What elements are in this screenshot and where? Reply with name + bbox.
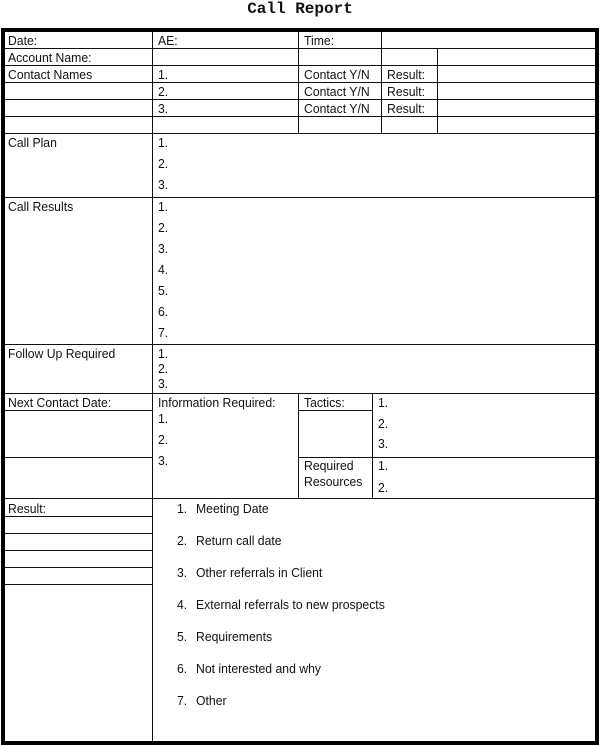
required-resources-label: Required [304,458,354,473]
result-option-number: 4. [177,597,188,612]
call-results-label: Call Results [8,199,74,214]
contact-yn-label: Contact Y/N [304,67,370,82]
required-resources-label: Resources [304,474,363,489]
follow-up-item: 2. [158,361,169,376]
contact-result-label: Result: [387,84,426,99]
required-resources-item: 2. [378,480,389,495]
information-required-item: 2. [158,432,169,447]
contact-result-label: Result: [387,67,426,82]
tactics-label: Tactics: [304,395,345,410]
account-name-label: Account Name: [8,50,92,65]
information-required-label: Information Required: [158,395,276,410]
result-option-number: 7. [177,693,188,708]
result-label: Result: [8,501,47,516]
result-option-text: External referrals to new prospects [196,597,385,612]
contact-yn-label: Contact Y/N [304,84,370,99]
call-plan-item: 3. [158,177,169,192]
ae-label: AE: [158,33,178,48]
result-option-number: 5. [177,629,188,644]
tactics-item: 2. [378,416,389,431]
form-border [3,30,597,743]
result-option-text: Return call date [196,533,282,548]
follow-up-item: 3. [158,376,169,391]
result-option-number: 1. [177,501,188,516]
result-option-text: Requirements [196,629,273,644]
result-option-text: Meeting Date [196,501,269,516]
result-option-number: 2. [177,533,188,548]
result-option-text: Other referrals in Client [196,565,323,580]
result-option-number: 6. [177,661,188,676]
call-plan-item: 2. [158,156,169,171]
tactics-item: 1. [378,395,389,410]
call-result-item: 1. [158,199,169,214]
follow-up-item: 1. [158,346,169,361]
contact-number: 3. [158,101,169,116]
contact-number: 2. [158,84,169,99]
call-plan-label: Call Plan [8,135,57,150]
call-result-item: 5. [158,283,169,298]
information-required-item: 3. [158,453,169,468]
follow-up-label: Follow Up Required [8,346,116,361]
time-label: Time: [304,33,335,48]
result-option-number: 3. [177,565,188,580]
call-result-item: 3. [158,241,169,256]
contact-yn-label: Contact Y/N [304,101,370,116]
information-required-item: 1. [158,411,169,426]
call-plan-item: 1. [158,135,169,150]
call-result-item: 2. [158,220,169,235]
call-result-item: 7. [158,325,169,340]
contact-result-label: Result: [387,101,426,116]
contact-number: 1. [158,67,169,82]
result-option-text: Not interested and why [196,661,321,676]
date-label: Date: [8,33,38,48]
result-option-text: Other [196,693,227,708]
next-contact-date-label: Next Contact Date: [8,395,112,410]
call-result-item: 6. [158,304,169,319]
tactics-item: 3. [378,436,389,451]
required-resources-item: 1. [378,458,389,473]
call-result-item: 4. [158,262,169,277]
page-title: Call Report [247,0,353,18]
contact-names-label: Contact Names [8,67,93,82]
